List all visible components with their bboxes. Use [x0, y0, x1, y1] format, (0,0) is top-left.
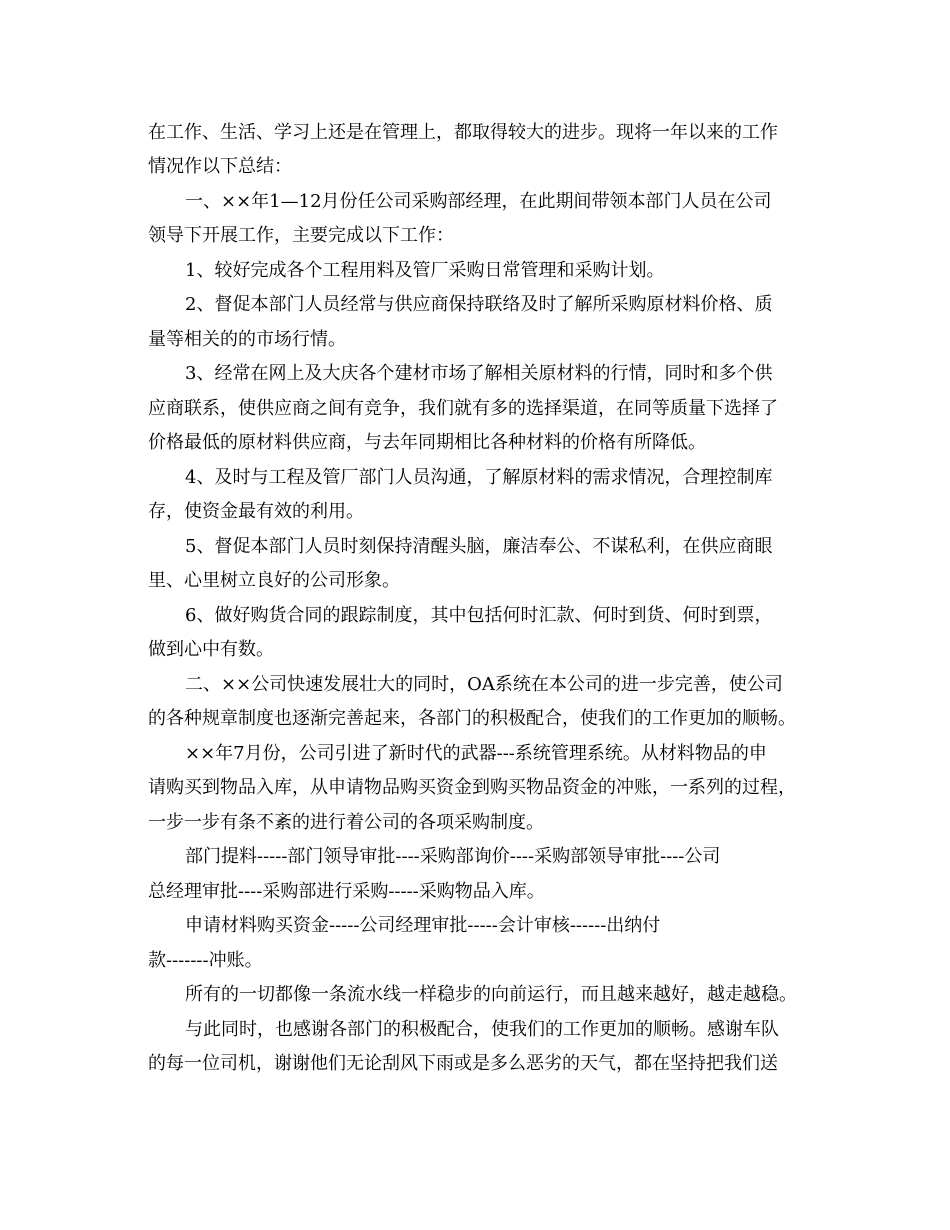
text-line: 请购买到物品入库，从申请物品购买资金到购买物品资金的冲账，一系列的过程， [148, 777, 796, 798]
text-line: 在工作、生活、学习上还是在管理上，都取得较大的进步。现将一年以来的工作 [148, 122, 778, 143]
text-line: 款-------冲账。 [148, 950, 263, 971]
text-line: 的每一位司机，谢谢他们无论刮风下雨或是多么恶劣的天气，都在坚持把我们送 [148, 1053, 778, 1074]
text-line: 2、督促本部门人员经常与供应商保持联络及时了解所采购原材料价格、质 [185, 294, 773, 315]
text-line: 里、心里树立良好的公司形象。 [148, 570, 400, 591]
text-line: 应商联系，使供应商之间有竞争，我们就有多的选择渠道，在同等质量下选择了 [148, 398, 778, 419]
text-line: 4、及时与工程及管厂部门人员沟通，了解原材料的需求情况，合理控制库 [185, 467, 773, 488]
text-line: 与此同时，也感谢各部门的积极配合，使我们的工作更加的顺畅。感谢车队 [185, 1019, 779, 1040]
text-line: 所有的一切都像一条流水线一样稳步的向前运行，而且越来越好，越走越稳。 [185, 984, 797, 1005]
text-line: 价格最低的原材料供应商，与去年同期相比各种材料的价格有所降低。 [148, 432, 706, 453]
text-line: 情况作以下总结： [148, 156, 292, 177]
text-line: 一、××年1—12月份任公司采购部经理，在此期间带领本部门人员在公司 [185, 191, 772, 212]
text-line: 5、督促本部门人员时刻保持清醒头脑，廉洁奉公、不谋私利，在供应商眼 [185, 536, 773, 557]
text-line: 1、较好完成各个工程用料及管厂采购日常管理和采购计划。 [185, 260, 665, 281]
text-line: ××年7月份，公司引进了新时代的武器---系统管理系统。从材料物品的申 [185, 743, 767, 764]
text-line: 二、××公司快速发展壮大的同时，OA系统在本公司的进一步完善，使公司 [185, 674, 783, 695]
text-line: 的各种规章制度也逐渐完善起来，各部门的积极配合，使我们的工作更加的顺畅。 [148, 708, 796, 729]
text-line: 总经理审批----采购部进行采购-----采购物品入库。 [148, 881, 545, 902]
text-line: 存，使资金最有效的利用。 [148, 501, 364, 522]
text-line: 量等相关的的市场行情。 [148, 329, 346, 350]
text-line: 一步一步有条不紊的进行着公司的各项采购制度。 [148, 812, 544, 833]
text-line: 做到心中有数。 [148, 639, 274, 660]
text-line: 6、做好购货合同的跟踪制度，其中包括何时汇款、何时到货、何时到票， [185, 605, 773, 626]
text-line: 3、经常在网上及大庆各个建材市场了解相关原材料的行情，同时和多个供 [185, 363, 773, 384]
text-line: 部门提料-----部门领导审批----采购部询价----采购部领导审批----公司 [185, 846, 721, 867]
text-line: 领导下开展工作，主要完成以下工作： [148, 225, 454, 246]
text-line: 申请材料购买资金-----公司经理审批-----会计审核------出纳付 [185, 915, 661, 936]
